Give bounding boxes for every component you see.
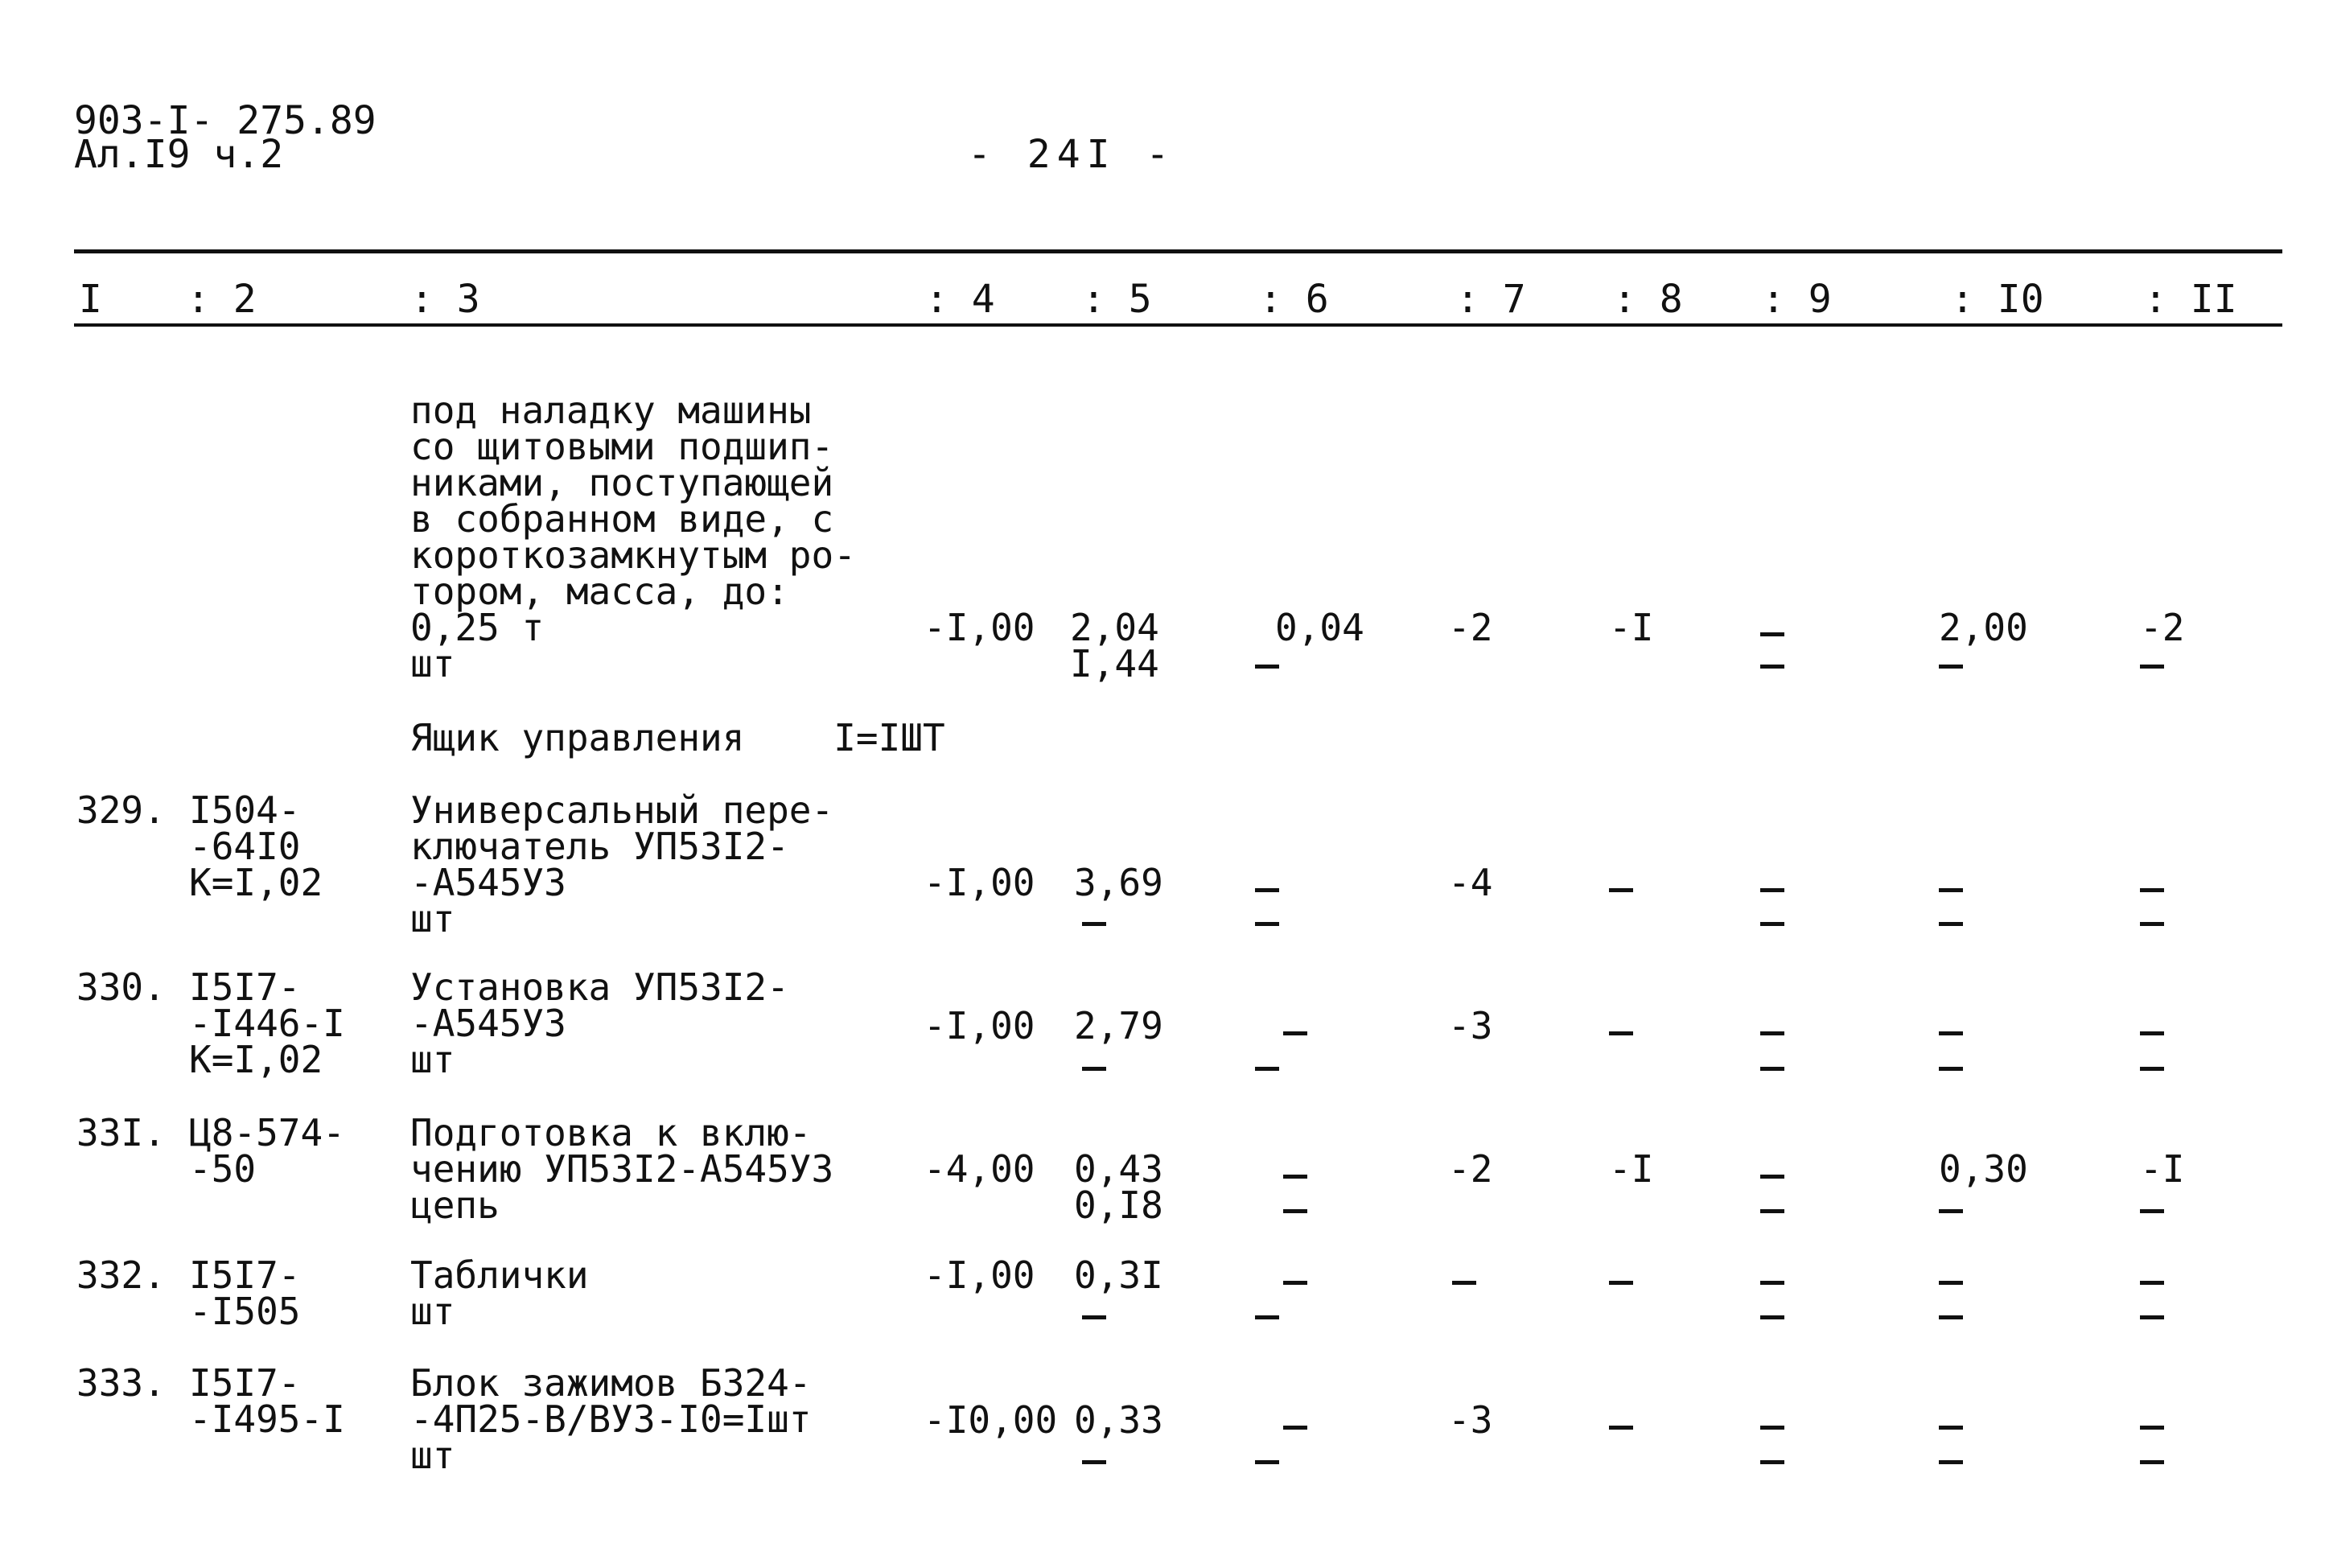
empty-cell-dash <box>1760 1281 1784 1285</box>
cell-col4: -I,00 <box>924 861 1035 904</box>
empty-cell-dash <box>1760 665 1784 669</box>
cell-col4: -I,00 <box>924 1004 1035 1047</box>
section-heading: Ящик управления I=IШТ <box>410 716 945 759</box>
cell-col10: 2,00 <box>1939 606 2028 649</box>
row-code: I504- -64I0 К=I,02 <box>189 788 323 904</box>
empty-cell-dash <box>1609 888 1633 892</box>
cell-col7: -2 <box>1448 606 1493 649</box>
column-header-7: : 7 <box>1456 277 1526 322</box>
empty-cell-dash <box>1283 1175 1307 1179</box>
cell-col10: 0,30 <box>1939 1147 2028 1191</box>
empty-cell-dash <box>2140 1209 2164 1213</box>
cell-col7: -4 <box>1448 861 1493 904</box>
cell-col11: -2 <box>2140 606 2185 649</box>
empty-cell-dash <box>1939 1426 1963 1430</box>
empty-cell-dash <box>1939 1315 1963 1319</box>
empty-cell-dash <box>1082 1460 1106 1464</box>
empty-cell-dash <box>2140 922 2164 926</box>
row-number: 332. <box>76 1253 166 1297</box>
empty-cell-dash <box>1939 665 1963 669</box>
column-header-4: : 4 <box>925 277 995 322</box>
empty-cell-dash <box>1082 922 1106 926</box>
empty-cell-dash <box>1283 1209 1307 1213</box>
empty-cell-dash <box>1760 1315 1784 1319</box>
table-header-rule <box>74 323 2282 327</box>
empty-cell-dash <box>1939 1460 1963 1464</box>
row-number: 333. <box>76 1361 166 1405</box>
empty-cell-dash <box>1255 1460 1279 1464</box>
cell-col5: 3,69 <box>1074 861 1163 904</box>
empty-cell-dash <box>1939 1031 1963 1035</box>
empty-cell-dash <box>1609 1031 1633 1035</box>
cell-col4: -I,00 <box>924 606 1035 649</box>
row-code: I5I7- -I505 <box>189 1253 301 1333</box>
empty-cell-dash <box>2140 665 2164 669</box>
column-header-3: : 3 <box>410 277 480 322</box>
empty-cell-dash <box>1939 888 1963 892</box>
cell-col5: 2,04 I,44 <box>1070 606 1159 685</box>
cell-col7: -2 <box>1448 1147 1493 1191</box>
table-top-rule <box>74 249 2282 253</box>
empty-cell-dash <box>1082 1067 1106 1071</box>
empty-cell-dash <box>1760 1031 1784 1035</box>
empty-cell-dash <box>1283 1426 1307 1430</box>
empty-cell-dash <box>1255 888 1279 892</box>
row-description: Установка УП53I2- -А545УЗ шт <box>410 965 789 1081</box>
cell-col6: 0,04 <box>1275 606 1364 649</box>
empty-cell-dash <box>1760 1067 1784 1071</box>
empty-cell-dash <box>1760 922 1784 926</box>
empty-cell-dash <box>1255 922 1279 926</box>
cell-col5: 0,3I <box>1074 1253 1163 1297</box>
row-code: I5I7- -I446-I К=I,02 <box>189 965 345 1081</box>
column-header-2: : 2 <box>187 277 257 322</box>
empty-cell-dash <box>1609 1281 1633 1285</box>
empty-cell-dash <box>1609 1426 1633 1430</box>
empty-cell-dash <box>1939 1281 1963 1285</box>
empty-cell-dash <box>1283 1281 1307 1285</box>
empty-cell-dash <box>2140 1067 2164 1071</box>
empty-cell-dash <box>2140 1315 2164 1319</box>
column-header-11: : II <box>2144 277 2237 322</box>
column-header-8: : 8 <box>1613 277 1683 322</box>
empty-cell-dash <box>1760 632 1784 636</box>
row-description: Подготовка к вклю- чению УП53I2-А545УЗ цепь <box>410 1111 834 1227</box>
empty-cell-dash <box>1760 1209 1784 1213</box>
row-number: 330. <box>76 965 166 1009</box>
empty-cell-dash <box>2140 1031 2164 1035</box>
cell-col8: -I <box>1609 1147 1654 1191</box>
column-header-5: : 5 <box>1082 277 1152 322</box>
empty-cell-dash <box>1255 1067 1279 1071</box>
column-header-1: I <box>79 277 102 322</box>
column-header-6: : 6 <box>1259 277 1329 322</box>
row-description: Блок зажимов Б324- -4П25-В/ВУЗ-I0=Iшт шт <box>410 1361 812 1477</box>
cell-col5: 2,79 <box>1074 1004 1163 1047</box>
album-reference: Ал.I9 ч.2 <box>74 132 284 177</box>
row-number: 329. <box>76 788 166 832</box>
empty-cell-dash <box>1760 1175 1784 1179</box>
document-code: 903-I- 275.89 <box>74 98 377 143</box>
cell-col4: -I,00 <box>924 1253 1035 1297</box>
column-header-9: : 9 <box>1762 277 1832 322</box>
empty-cell-dash <box>1255 1315 1279 1319</box>
row-description: под наладку машины со щитовыми подшип- никами, поступающей в собранном виде, с короткозамкнутым ро- тором, масса, до: 0,25 т шт <box>410 389 856 685</box>
row-description: Универсальный пере- ключатель УП53I2- -А545УЗ шт <box>410 788 834 940</box>
cell-col5: 0,43 0,I8 <box>1074 1147 1163 1227</box>
empty-cell-dash <box>1760 1426 1784 1430</box>
row-number: 33I. <box>76 1111 166 1154</box>
empty-cell-dash <box>1939 1209 1963 1213</box>
cell-col7: -3 <box>1448 1398 1493 1442</box>
cell-col7: -3 <box>1448 1004 1493 1047</box>
column-header-10: : I0 <box>1951 277 2044 322</box>
page-number: - 24I - <box>968 132 1176 177</box>
empty-cell-dash <box>2140 1281 2164 1285</box>
empty-cell-dash <box>1939 922 1963 926</box>
empty-cell-dash <box>1452 1281 1476 1285</box>
empty-cell-dash <box>2140 888 2164 892</box>
empty-cell-dash <box>1760 888 1784 892</box>
row-code: I5I7- -I495-I <box>189 1361 345 1441</box>
row-code: Ц8-574- -50 <box>189 1111 345 1191</box>
empty-cell-dash <box>1760 1460 1784 1464</box>
empty-cell-dash <box>1939 1067 1963 1071</box>
cell-col4: -I0,00 <box>924 1398 1058 1442</box>
empty-cell-dash <box>1255 665 1279 669</box>
empty-cell-dash <box>2140 1426 2164 1430</box>
empty-cell-dash <box>1082 1315 1106 1319</box>
cell-col8: -I <box>1609 606 1654 649</box>
empty-cell-dash <box>2140 1460 2164 1464</box>
cell-col11: -I <box>2140 1147 2185 1191</box>
empty-cell-dash <box>1283 1031 1307 1035</box>
cell-col5: 0,33 <box>1074 1398 1163 1442</box>
cell-col4: -4,00 <box>924 1147 1035 1191</box>
row-description: Таблички шт <box>410 1253 589 1333</box>
